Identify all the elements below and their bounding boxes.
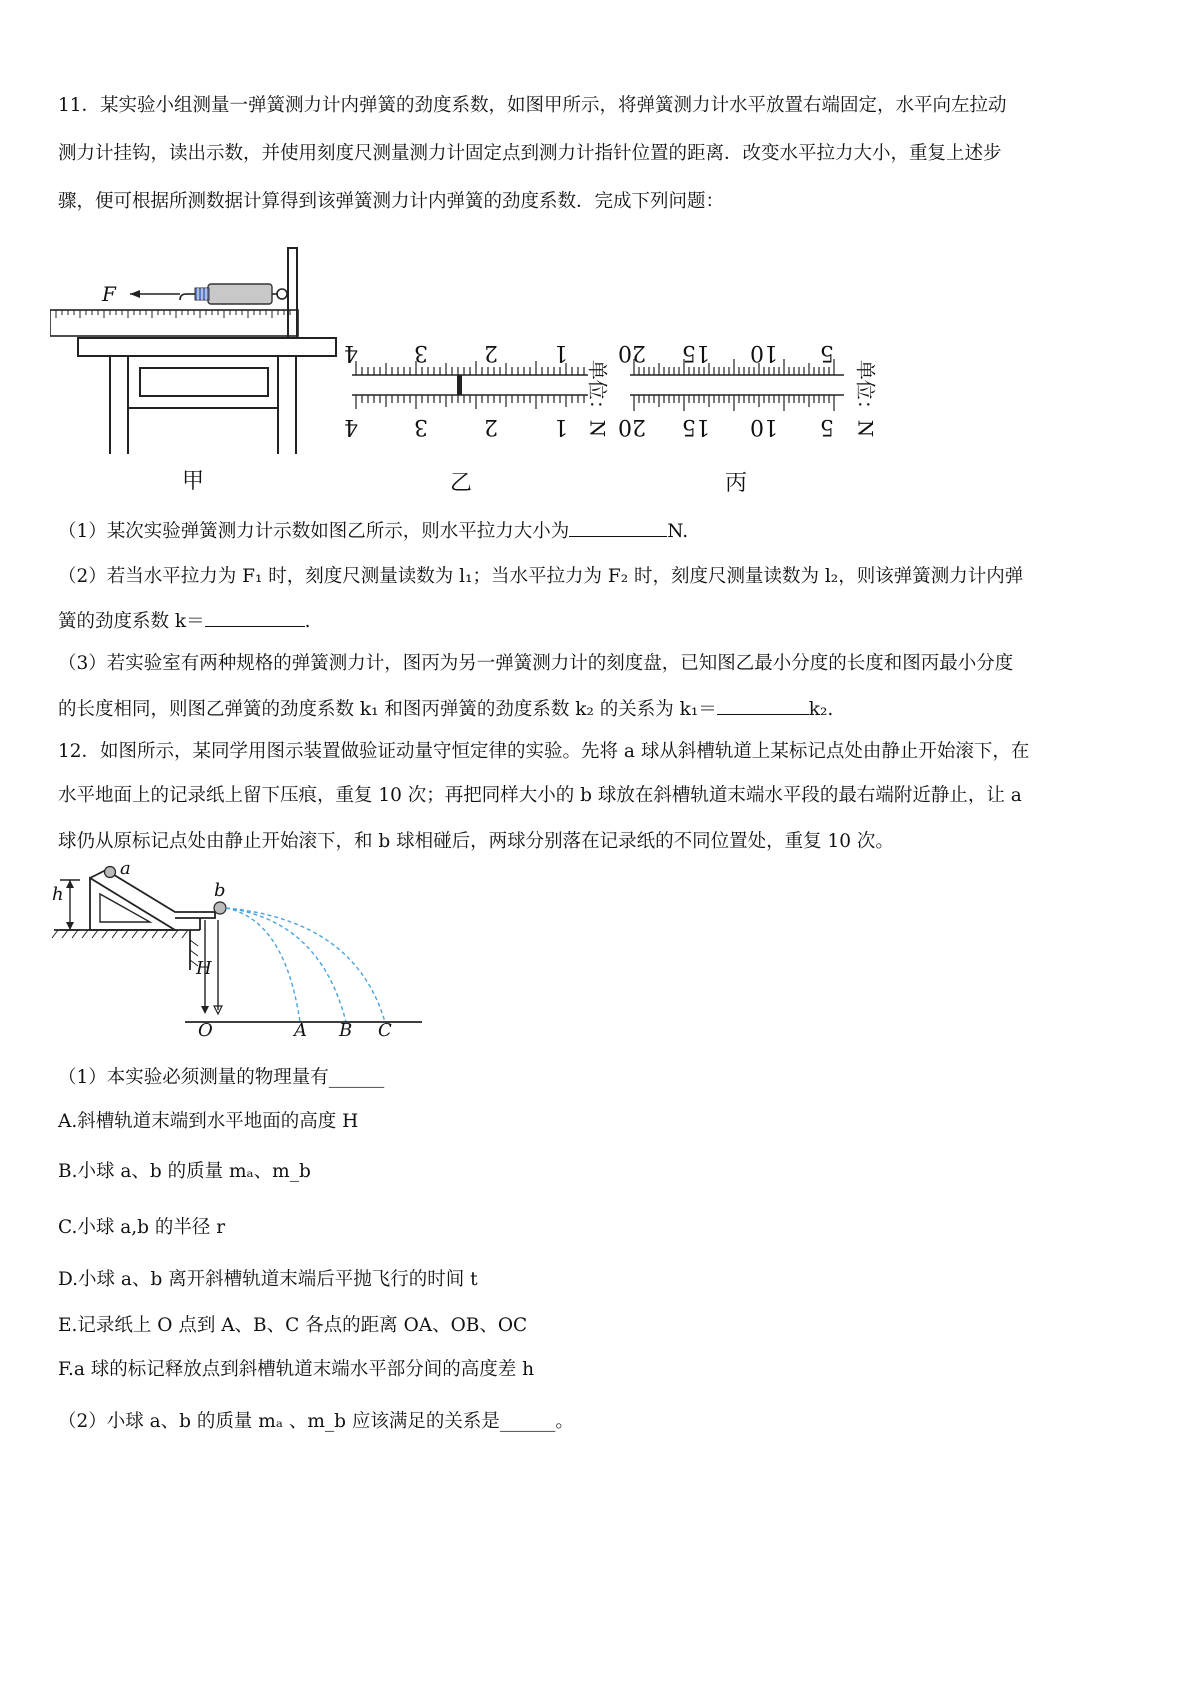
bing-unit-label: 单位：N bbox=[853, 359, 878, 438]
yi-tick-3-bottom: 3 bbox=[414, 414, 428, 439]
bing-tick-5-top: 5 bbox=[820, 340, 834, 365]
answer-blank-3[interactable] bbox=[717, 696, 809, 715]
figure-jia bbox=[50, 240, 350, 460]
q11-stem-line-1: 11．某实验小组测量一弹簧测力计内弹簧的劲度系数，如图甲所示，将弹簧测力计水平放置右端固定，水平向左拉动 bbox=[58, 95, 1007, 116]
q11-stem-line-3: 骤，便可根据所测数据计算得到该弹簧测力计内弹簧的劲度系数．完成下列问题： bbox=[58, 191, 725, 212]
q12-stem-line-3: 球仍从原标记点处由静止开始滚下，和 b 球相碰后，两球分别落在记录纸的不同位置处，重复 10 次。 bbox=[58, 831, 894, 852]
figure-bing bbox=[620, 335, 850, 445]
height-H-label: H bbox=[196, 958, 212, 979]
bing-tick-10-bottom: 10 bbox=[750, 414, 778, 439]
bing-tick-5-bottom: 5 bbox=[820, 414, 834, 439]
q11-sub2-line-1: （2）若当水平拉力为 F₁ 时，刻度尺测量读数为 l₁；当水平拉力为 F₂ 时，刻度尺测量读数为 l₂，则该弹簧测力计内弹 bbox=[58, 566, 1024, 587]
figure-yi bbox=[340, 335, 610, 445]
bing-tick-10-top: 10 bbox=[750, 340, 778, 365]
force-label: F bbox=[102, 282, 116, 306]
bing-tick-20-top: 20 bbox=[618, 340, 646, 365]
q12-sub1: （1）本实验必须测量的物理量有______ bbox=[58, 1067, 385, 1088]
q11-stem-line-2: 测力计挂钩，读出示数，并使用刻度尺测量测力计固定点到测力计指针位置的距离．改变水平拉力大小，重复上述步 bbox=[58, 143, 1002, 164]
option-B[interactable]: B.小球 a、b 的质量 mₐ、m_b bbox=[58, 1161, 311, 1182]
option-A[interactable]: A.斜槽轨道末端到水平地面的高度 H bbox=[58, 1111, 359, 1132]
q11-sub1: （1）某次实验弹簧测力计示数如图乙所示，则水平拉力大小为 N. bbox=[58, 508, 1148, 556]
answer-blank-1[interactable] bbox=[569, 518, 667, 537]
yi-tick-4-bottom: 4 bbox=[344, 414, 358, 439]
q12-stem-line-1: 12．如图所示，某同学用图示装置做验证动量守恒定律的实验。先将 a 球从斜槽轨道上某标记点处由静止开始滚下，在 bbox=[58, 741, 1030, 762]
caption-yi: 乙 bbox=[450, 471, 473, 496]
yi-tick-3-top: 3 bbox=[414, 340, 428, 365]
option-E[interactable]: E.记录纸上 O 点到 A、B、C 各点的距离 OA、OB、OC bbox=[58, 1315, 528, 1336]
q11-sub2-line-2: 簧的劲度系数 k＝ . bbox=[58, 598, 1148, 646]
option-D[interactable]: D.小球 a、b 离开斜槽轨道末端后平抛飞行的时间 t bbox=[58, 1269, 478, 1290]
yi-tick-4-top: 4 bbox=[344, 340, 358, 365]
point-A-label: A bbox=[294, 1020, 307, 1041]
caption-jia: 甲 bbox=[182, 469, 205, 494]
bing-tick-15-top: 15 bbox=[682, 340, 710, 365]
ball-a-label: a bbox=[120, 858, 131, 879]
q11-sub3-line-1: （3）若实验室有两种规格的弹簧测力计，图丙为另一弹簧测力计的刻度盘，已知图乙最小分度的长度和图丙最小分度 bbox=[58, 653, 1014, 674]
ball-b-label: b bbox=[214, 880, 226, 901]
option-C[interactable]: C.小球 a,b 的半径 r bbox=[58, 1217, 226, 1238]
yi-tick-1-bottom: 1 bbox=[554, 414, 568, 439]
answer-blank-2[interactable] bbox=[205, 608, 305, 627]
point-O-label: O bbox=[198, 1020, 213, 1041]
yi-tick-2-bottom: 2 bbox=[484, 414, 498, 439]
yi-tick-1-top: 1 bbox=[554, 340, 568, 365]
caption-bing: 丙 bbox=[725, 471, 748, 496]
option-F[interactable]: F.a 球的标记释放点到斜槽轨道末端水平部分间的高度差 h bbox=[58, 1359, 535, 1380]
point-B-label: B bbox=[339, 1020, 353, 1041]
q11-sub3-line-2: 的长度相同，则图乙弹簧的劲度系数 k₁ 和图丙弹簧的劲度系数 k₂ 的关系为 k₁＝ k₂. bbox=[58, 686, 1148, 734]
yi-tick-2-top: 2 bbox=[484, 340, 498, 365]
height-h-label: h bbox=[52, 884, 64, 905]
yi-unit-label: 单位：N bbox=[585, 359, 610, 438]
q12-stem-line-2: 水平地面上的记录纸上留下压痕，重复 10 次；再把同样大小的 b 球放在斜槽轨道末端水平段的最右端附近静止，让 a bbox=[58, 785, 1022, 806]
q12-sub2: （2）小球 a、b 的质量 mₐ 、m_b 应该满足的关系是______。 bbox=[58, 1411, 574, 1432]
bing-tick-20-bottom: 20 bbox=[618, 414, 646, 439]
point-C-label: C bbox=[378, 1020, 392, 1041]
bing-tick-15-bottom: 15 bbox=[682, 414, 710, 439]
